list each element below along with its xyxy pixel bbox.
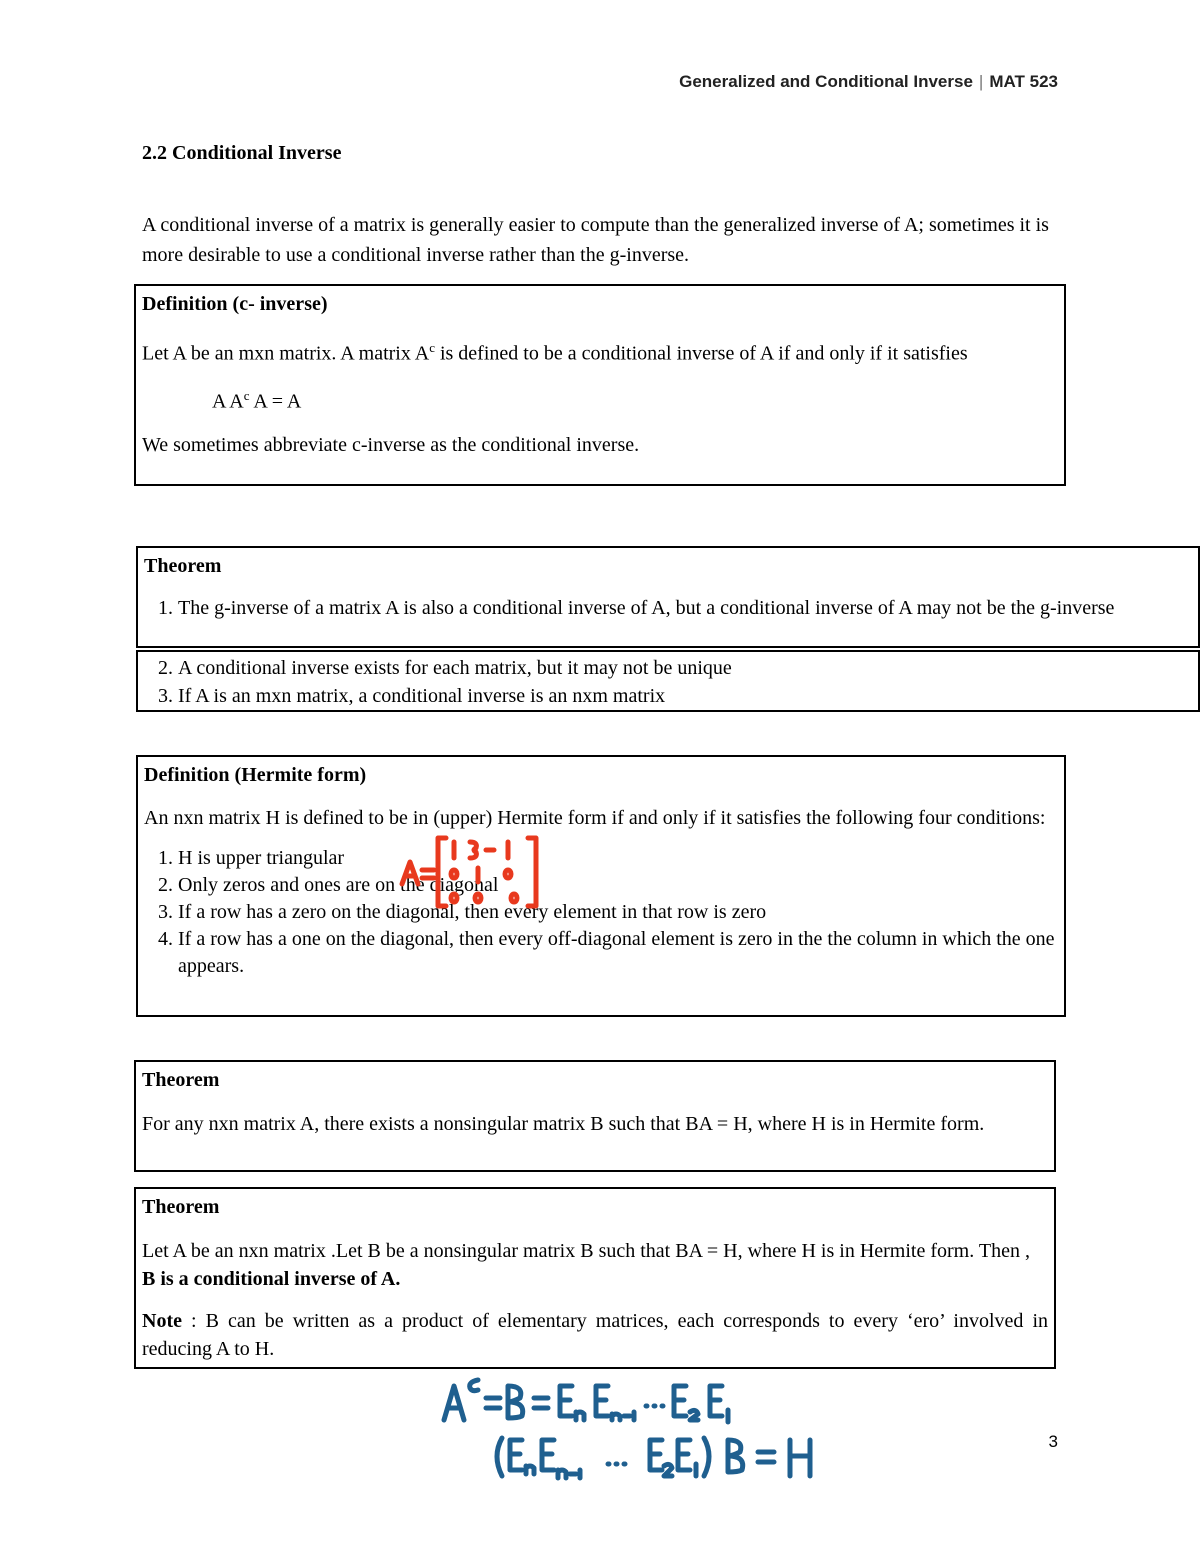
header-separator: | [978, 72, 984, 91]
definition-title: Definition (c- inverse) [142, 293, 328, 315]
handwritten-blue-equation-1 [440, 1376, 770, 1426]
handwritten-blue-equation-2 [490, 1432, 830, 1484]
definition-equation [142, 382, 1058, 416]
definition-text: An nxn matrix H is defined to be in (upper) Hermite form if and only if it satisfies the following four conditions: [144, 807, 1046, 829]
condition-item: 4. If a row has a one on the diagonal, then every off-diagonal element is zero in the the column in which the one appears. [178, 926, 1058, 980]
section-title: 2.2 Conditional Inverse [142, 142, 342, 164]
theorem-list [144, 654, 1192, 710]
definition-hermite-box [136, 755, 1066, 1017]
definition-text-part: Let A be an mxn matrix. A matrix A [142, 342, 430, 365]
theorem-1-box-bottom [136, 650, 1200, 712]
theorem-1-box-top [136, 546, 1200, 648]
theorem-2-box [134, 1060, 1056, 1172]
definition-title: Definition (Hermite form) [144, 764, 367, 786]
intro-paragraph: A conditional inverse of a matrix is generally easier to compute than the generalized inverse of A; sometimes it is more desirable to use a conditional inverse rather than the g-inverse. [142, 214, 1049, 266]
theorem-title: Theorem [142, 1196, 220, 1218]
theorem-note [142, 1307, 1048, 1363]
note-text: : B can be written as a product of elementary matrices, each corresponds to every ‘ero’ involved in reducing A to H. [142, 1310, 1048, 1360]
theorem-conclusion: B is a conditional inverse of A. [142, 1268, 401, 1290]
theorem-item: 1. The g-inverse of a matrix A is also a conditional inverse of A, but a conditional inverse of A may not be the g-inverse [178, 594, 1192, 622]
hermite-conditions-list [144, 845, 1058, 980]
equation-part: A A [212, 390, 244, 413]
condition-item: 2. Only zeros and ones are on the diagonal [178, 872, 1058, 899]
superscript-c: c [429, 340, 435, 355]
definition-text-part: is defined to be a conditional inverse of A if and only if it satisfies [434, 342, 968, 365]
equation-part: A = A [249, 390, 302, 413]
superscript-c: c [243, 387, 250, 403]
theorem-title: Theorem [142, 1069, 220, 1091]
header-title: Generalized and Conditional Inverse [679, 72, 973, 91]
theorem-text-part: Let A be an nxn matrix .Let B be a nonsingular matrix B such that BA = H, where H is in Hermite form. Then , [142, 1240, 1030, 1262]
theorem-title: Theorem [144, 555, 222, 577]
header-course: MAT 523 [989, 72, 1058, 91]
theorem-3-box [134, 1187, 1056, 1369]
page-number: 3 [1048, 1432, 1058, 1451]
definition-text [142, 334, 1058, 368]
definition-abbrev: We sometimes abbreviate c-inverse as the conditional inverse. [142, 434, 640, 457]
condition-item: 1. H is upper triangular [178, 845, 1058, 872]
theorem-item: 3. If A is an mxn matrix, a conditional inverse is an nxm matrix [178, 682, 1192, 710]
note-label: Note [142, 1310, 182, 1332]
handwritten-red-matrix [398, 832, 548, 912]
theorem-item: 2. A conditional inverse exists for each matrix, but it may not be unique [178, 654, 1192, 682]
theorem-list [144, 594, 1192, 622]
theorem-text [142, 1237, 1048, 1293]
theorem-text: For any nxn matrix A, there exists a nonsingular matrix B such that BA = H, where H is in Hermite form. [142, 1113, 985, 1135]
definition-c-inverse-box [134, 284, 1066, 486]
page-header [679, 72, 1058, 92]
condition-item: 3. If a row has a zero on the diagonal, then every element in that row is zero [178, 899, 1058, 926]
